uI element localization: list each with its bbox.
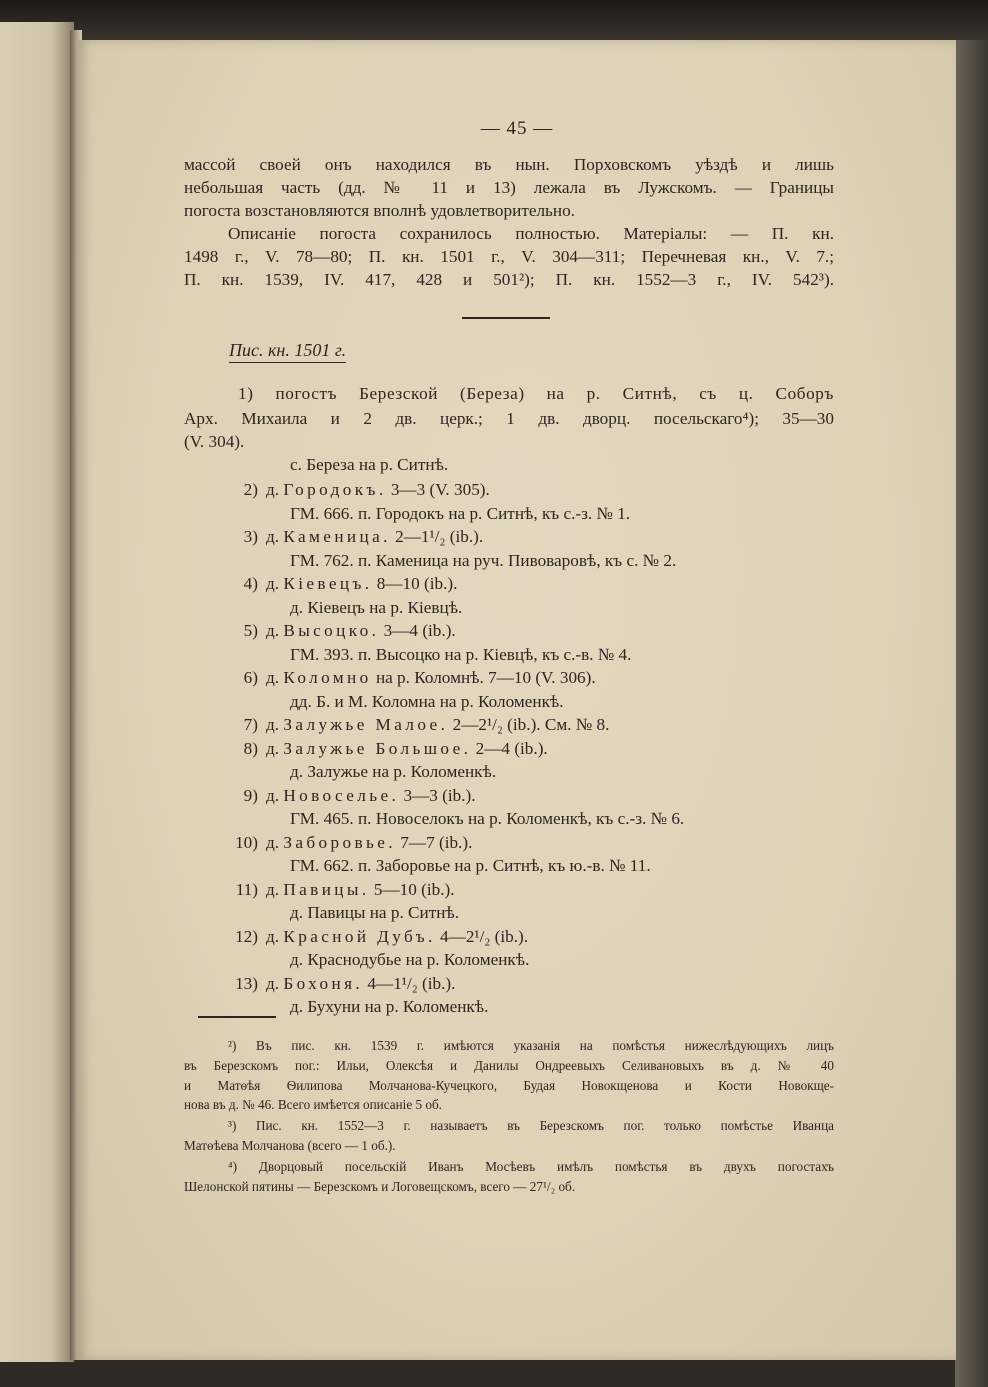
footnote-line: ²) Въ пис. кн. 1539 г. имѣются указанія на помѣстья нижеслѣдующихъ лицъ bbox=[228, 1038, 834, 1053]
sources-line-2: 1498 г., V. 78—80; П. кн. 1501 г., V. 304—311; Перечневая кн., V. 7.; bbox=[184, 247, 834, 266]
entry-data: 3—3 (ib.). bbox=[403, 785, 476, 805]
entry-kind: д. bbox=[266, 879, 280, 899]
page-number: — 45 — bbox=[480, 118, 554, 139]
entry-data: 5—10 (ib.). bbox=[373, 879, 455, 899]
entry-name: Каменица. bbox=[283, 527, 391, 546]
entry-data: 4—1¹/₂ (ib.). bbox=[367, 973, 456, 993]
footnote-line: Матѳѣева Молчанова (всего — 1 об.). bbox=[184, 1138, 396, 1153]
entry-name: Городокъ. bbox=[283, 480, 387, 499]
entry-1-location: с. Береза на р. Ситнѣ. bbox=[290, 455, 449, 474]
intro-line-2: небольшая часть (дд. № 11 и 13) лежала въ Лужскомъ. — Границы bbox=[184, 178, 834, 197]
entry-number: 3) bbox=[243, 527, 258, 546]
entry-location: д. Павицы на р. Ситнѣ. bbox=[290, 903, 460, 922]
entry-name: Высоцко. bbox=[283, 621, 380, 640]
entry-number: 5) bbox=[243, 621, 258, 640]
footnote-line: ⁴) Дворцовый посельскій Иванъ Мосѣевъ имѣлъ помѣстья въ двухъ погостахъ bbox=[228, 1158, 834, 1174]
entry-name: Залужье Малое. bbox=[283, 715, 449, 734]
intro-line-3: погоста возстановляются вполнѣ удовлетворительно. bbox=[184, 201, 575, 220]
sources-line-1: Описаніе погоста сохранилось полностью. Матеріалы: — П. кн. bbox=[228, 224, 834, 243]
footnote-line: нова въ д. № 46. Всего имѣется описаніе 5 об. bbox=[184, 1097, 442, 1113]
entry-kind: д. bbox=[266, 785, 280, 805]
entry-data: 2—2¹/₂ (ib.). См. № 8. bbox=[452, 715, 610, 734]
footnote-line: ³) Пис. кн. 1552—3 г. называетъ въ Березскомъ пог. только помѣстье Иванца bbox=[228, 1118, 834, 1134]
sources-line-3: П. кн. 1539, IV. 417, 428 и 501²); П. кн. 1552—3 г., IV. 542³). bbox=[184, 270, 834, 289]
entry-location: ГМ. 666. п. Городокъ на р. Ситнѣ, къ с.-з. № 1. bbox=[290, 503, 631, 523]
footnote-line: Шелонской пятины — Березскомъ и Логовещскомъ, всего — 27¹/₂ об. bbox=[184, 1178, 576, 1194]
footnote-rule bbox=[198, 1016, 276, 1018]
entry-kind: д. bbox=[266, 832, 280, 852]
entry-kind: д. bbox=[266, 621, 280, 640]
entry-number: 4) bbox=[243, 574, 258, 593]
entry-data: 2—1¹/₂ (ib.). bbox=[395, 527, 484, 546]
entry-name: Павицы. bbox=[283, 879, 370, 899]
entry-1-line-1: 1) погостъ Березской (Береза) на р. Ситнѣ, съ ц. Соборъ bbox=[238, 384, 834, 403]
entry-number: 7) bbox=[243, 715, 258, 734]
entry-location: ГМ. 762. п. Каменица на руч. Пивоваровѣ, къ с. № 2. bbox=[290, 550, 677, 570]
entry-data: 7—7 (ib.). bbox=[400, 832, 473, 852]
entry-location: дд. Б. и М. Коломна на р. Коломенкѣ. bbox=[290, 691, 564, 711]
entry-kind: д. bbox=[266, 738, 280, 758]
entry-name: Залужье Большое. bbox=[283, 738, 472, 758]
entry-name: Коломно bbox=[283, 668, 372, 687]
entry-line bbox=[266, 574, 457, 594]
book-top-edge bbox=[0, 0, 988, 42]
entry-1-line-2: Арх. Михаила и 2 дв. церк.; 1 дв. дворц. посельскаго⁴); 35—30 bbox=[184, 409, 834, 428]
entry-line bbox=[266, 833, 472, 853]
entry-line bbox=[266, 974, 455, 994]
entry-number: 13) bbox=[235, 973, 258, 993]
entry-location: д. Залужье на р. Коломенкѣ. bbox=[290, 762, 497, 781]
entry-line bbox=[266, 480, 490, 500]
entry-data: на р. Коломнѣ. 7—10 (V. 306). bbox=[375, 668, 596, 687]
section-divider bbox=[462, 317, 550, 319]
entry-kind: д. bbox=[266, 926, 280, 946]
entry-location: ГМ. 393. п. Высоцко на р. Кіевцѣ, къ с.-в. № 4. bbox=[290, 644, 632, 664]
entry-name: Красной Дубъ. bbox=[283, 926, 436, 946]
entry-kind: д. bbox=[266, 715, 280, 734]
entry-number: 10) bbox=[235, 832, 258, 852]
entry-location: ГМ. 465. п. Новоселокъ на р. Коломенкѣ, къ с.-з. № 6. bbox=[290, 809, 685, 828]
entry-location: д. Кіевецъ на р. Кіевцѣ. bbox=[290, 597, 463, 617]
entry-data: 2—4 (ib.). bbox=[475, 738, 548, 758]
entry-location: д. Краснодубье на р. Коломенкѣ. bbox=[290, 950, 530, 969]
entry-number: 9) bbox=[243, 785, 258, 805]
entry-number: 2) bbox=[243, 480, 258, 499]
entry-name: Новоселье. bbox=[283, 785, 400, 805]
entry-kind: д. bbox=[266, 480, 280, 499]
entry-line bbox=[266, 739, 548, 759]
entry-number: 6) bbox=[243, 668, 258, 687]
footnote-line: въ Березскомъ пог.: Ильи, Олексѣя и Данилы Ондреевыхъ Селивановыхъ въ д. № 40 bbox=[184, 1057, 834, 1073]
entry-line bbox=[266, 527, 483, 547]
entry-line bbox=[266, 927, 528, 947]
entry-location: ГМ. 662. п. Заборовье на р. Ситнѣ, къ ю.-в. № 11. bbox=[290, 856, 651, 875]
entry-line bbox=[266, 621, 456, 641]
entry-name: Бохоня. bbox=[283, 973, 364, 993]
entry-name: Заборовье. bbox=[283, 832, 396, 852]
entry-kind: д. bbox=[266, 668, 280, 687]
intro-line-1: массой своей онъ находился въ нын. Порховскомъ уѣздѣ и лишь bbox=[184, 155, 834, 174]
footnote-line: и Матѳѣя Ѳилипова Молчанова-Кучецкого, Будая Новокщенова и Кости Новокще- bbox=[184, 1077, 834, 1093]
entry-kind: д. bbox=[266, 973, 280, 993]
entry-kind: д. bbox=[266, 527, 280, 546]
entry-kind: д. bbox=[266, 574, 280, 593]
entry-line bbox=[266, 786, 476, 806]
entry-line bbox=[266, 668, 596, 688]
entry-line bbox=[266, 715, 609, 735]
entry-number: 8) bbox=[243, 738, 258, 758]
entry-data: 3—3 (V. 305). bbox=[390, 480, 490, 499]
entry-number: 12) bbox=[235, 926, 258, 946]
entry-line bbox=[266, 880, 455, 900]
entry-1-line-3: (V. 304). bbox=[184, 432, 245, 451]
entry-location: д. Бухуни на р. Коломенкѣ. bbox=[290, 997, 489, 1016]
section-title: Пис. кн. 1501 г. bbox=[229, 340, 346, 363]
entry-name: Кіевецъ. bbox=[283, 574, 373, 593]
book-right-edge bbox=[955, 40, 988, 1387]
entry-data: 3—4 (ib.). bbox=[383, 621, 456, 640]
entry-number: 11) bbox=[235, 879, 258, 899]
entry-data: 8—10 (ib.). bbox=[376, 574, 458, 593]
page bbox=[78, 40, 956, 1360]
entry-data: 4—2¹/₂ (ib.). bbox=[440, 926, 529, 946]
left-page-edge bbox=[0, 22, 74, 1362]
